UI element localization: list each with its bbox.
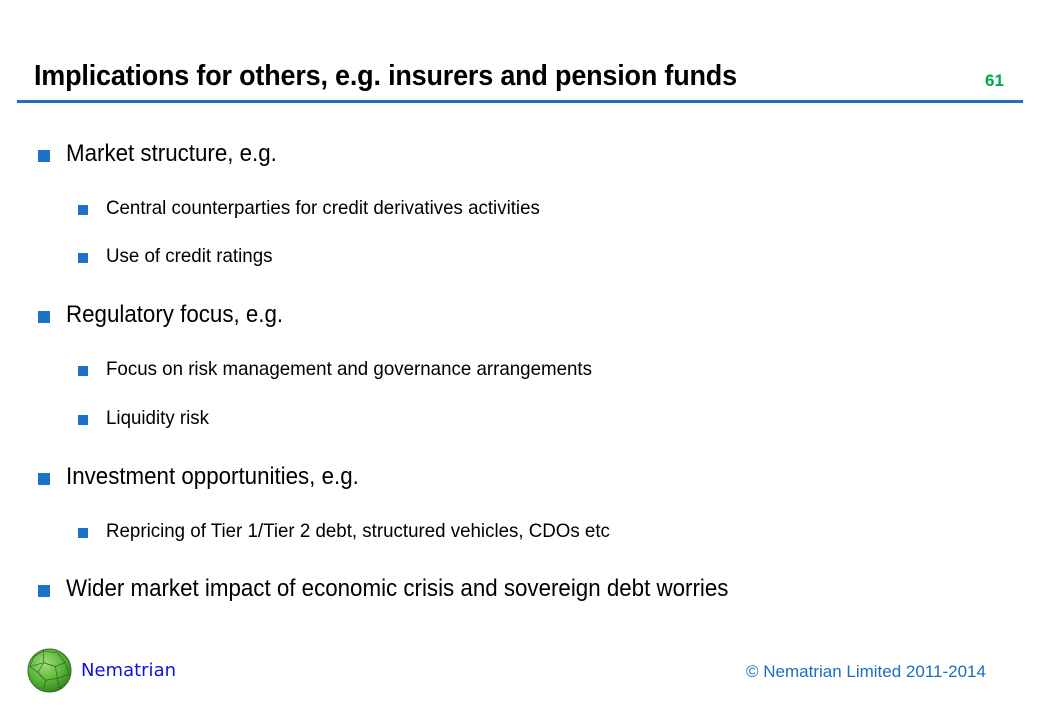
green-polyhedron-icon [26,647,73,694]
bullet-text: Investment opportunities, e.g. [66,463,359,490]
sub-bullet-text: Use of credit ratings [106,245,273,267]
sub-bullet-text: Liquidity risk [106,407,210,429]
brand-name: Nematrian [81,660,177,681]
square-bullet-icon [78,366,88,376]
square-bullet-icon [38,311,50,323]
bullet-text: Market structure, e.g. [66,140,277,167]
sub-bullet-text: Repricing of Tier 1/Tier 2 debt, structured vehicles, CDOs etc [106,520,610,542]
bullet-text: Regulatory focus, e.g. [66,301,284,328]
sub-bullet-text: Focus on risk management and governance arrangements [106,358,592,380]
square-bullet-icon [38,150,50,162]
copyright-notice: © Nematrian Limited 2011-2014 [746,662,986,681]
square-bullet-icon [78,528,88,538]
title-divider [17,100,1023,103]
slide-title: Implications for others, e.g. insurers and pension funds [34,60,737,92]
bullet-text: Wider market impact of economic crisis and sovereign debt worries [66,575,729,602]
square-bullet-icon [38,585,50,597]
square-bullet-icon [38,473,50,485]
sub-bullet-text: Central counterparties for credit derivatives activities [106,197,540,219]
square-bullet-icon [78,205,88,215]
square-bullet-icon [78,253,88,263]
page-number: 61 [985,71,1004,90]
square-bullet-icon [78,415,88,425]
